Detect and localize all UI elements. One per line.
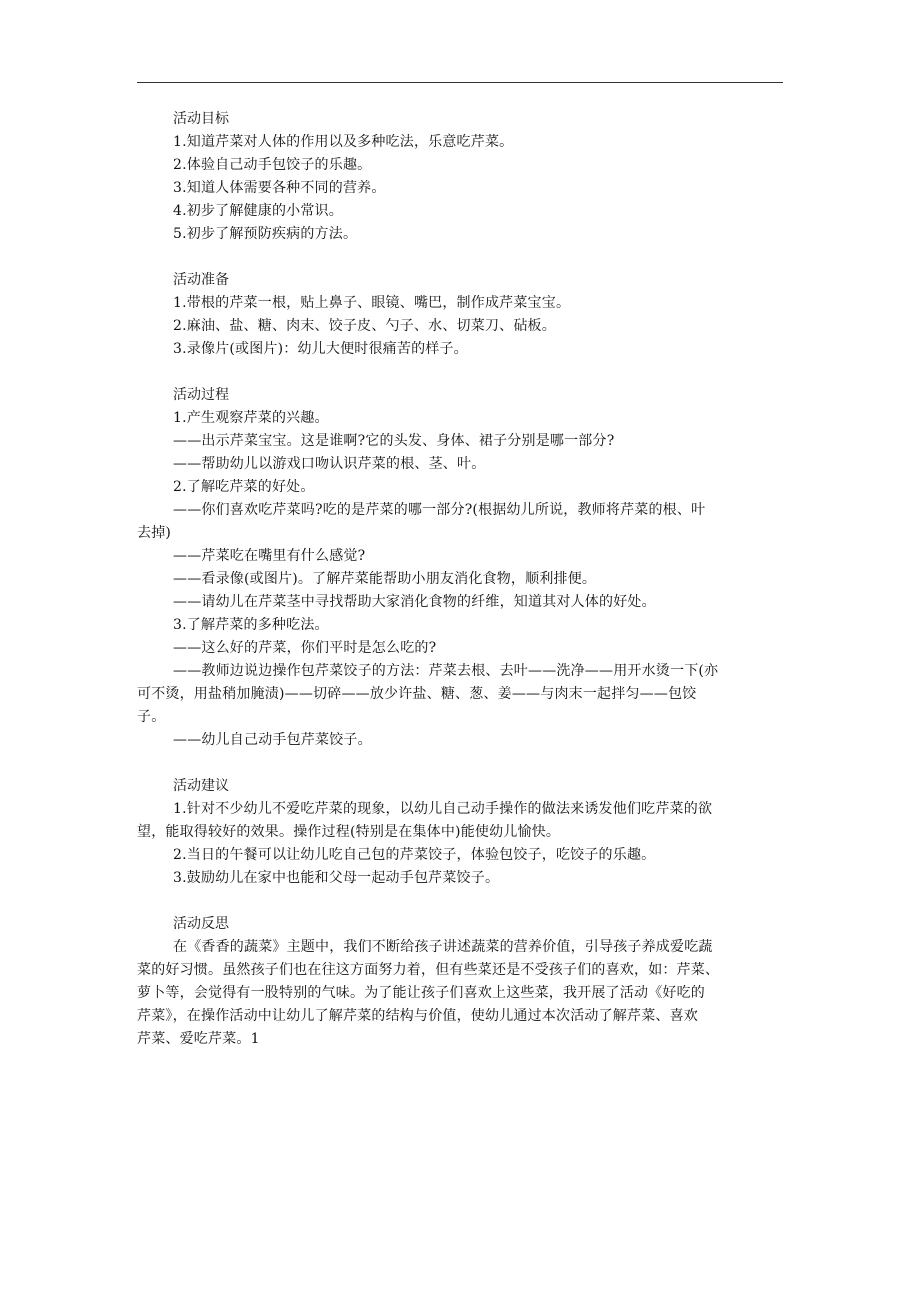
text-line-continued: 子。	[137, 709, 166, 725]
text-line: 2.麻油、盐、糖、肉末、饺子皮、勺子、水、切菜刀、砧板。	[173, 318, 556, 334]
text-line-continued: 望，能取得较好的效果。操作过程(特别是在集体中)能使幼儿愉快。	[137, 824, 561, 840]
text-line: ——这么好的芹菜，你们平时是怎么吃的?	[173, 640, 437, 656]
text-line: 1.产生观察芹菜的兴趣。	[173, 410, 329, 426]
text-line: ——看录像(或图片)。了解芹菜能帮助小朋友消化食物，顺利排便。	[173, 571, 597, 587]
section-heading: 活动目标	[173, 111, 229, 127]
text-line: 在《香香的蔬菜》主题中，我们不断给孩子讲述蔬菜的营养价值，引导孩子养成爱吃蔬	[173, 939, 713, 955]
text-line: 3.知道人体需要各种不同的营养。	[173, 180, 386, 196]
text-line: ——你们喜欢吃芹菜吗?吃的是芹菜的哪一部分?(根据幼儿所说，教师将芹菜的根、叶	[173, 502, 706, 518]
text-line: ——帮助幼儿以游戏口吻认识芹菜的根、茎、叶。	[173, 456, 486, 472]
text-line-continued: 萝卜等，会觉得有一股特别的气味。为了能让孩子们喜欢上这些菜，我开展了活动《好吃的	[137, 985, 705, 1001]
text-line: ——幼儿自己动手包芹菜饺子。	[173, 732, 372, 748]
text-line-continued: 芹菜、爱吃芹菜。1	[137, 1031, 260, 1047]
text-line-continued: 菜的好习惯。虽然孩子们也在往这方面努力着，但有些菜还是不受孩子们的喜欢，如：芹菜、	[137, 962, 720, 978]
section-heading: 活动建议	[173, 778, 229, 794]
text-line: 2.当日的午餐可以让幼儿吃自己包的芹菜饺子，体验包饺子，吃饺子的乐趣。	[173, 847, 656, 863]
section-reflection	[137, 913, 783, 1051]
section-suggestions	[137, 775, 783, 890]
text-line: ——芹菜吃在嘴里有什么感觉?	[173, 548, 366, 564]
header-rule	[137, 82, 783, 83]
text-line: 2.体验自己动手包饺子的乐趣。	[173, 157, 372, 173]
text-line: 3.鼓励幼儿在家中也能和父母一起动手包芹菜饺子。	[173, 870, 500, 886]
text-line: 1.带根的芹菜一根，贴上鼻子、眼镜、嘴巴，制作成芹菜宝宝。	[173, 295, 571, 311]
section-heading: 活动反思	[173, 916, 229, 932]
document-body	[137, 108, 783, 1051]
section-heading: 活动过程	[173, 387, 229, 403]
text-line: ——请幼儿在芹菜茎中寻找帮助大家消化食物的纤维，知道其对人体的好处。	[173, 594, 656, 610]
section-preparation	[137, 269, 783, 361]
section-process	[137, 384, 783, 752]
text-line-continued: 芹菜》，在操作活动中让幼儿了解芹菜的结构与价值，使幼儿通过本次活动了解芹菜、喜欢	[137, 1008, 698, 1024]
text-line: ——出示芹菜宝宝。这是谁啊?它的头发、身体、裙子分别是哪一部分?	[173, 433, 615, 449]
text-line-continued: 去掉)	[137, 525, 172, 541]
text-line-continued: 可不烫，用盐稍加腌渍)——切碎——放少许盐、糖、葱、姜——与肉末一起拌匀——包饺	[137, 686, 697, 702]
text-line: 1.知道芹菜对人体的作用以及多种吃法，乐意吃芹菜。	[173, 134, 514, 150]
section-heading: 活动准备	[173, 272, 229, 288]
text-line: 2.了解吃芹菜的好处。	[173, 479, 315, 495]
text-line: 3.了解芹菜的多种吃法。	[173, 617, 329, 633]
text-line: 1.针对不少幼儿不爱吃芹菜的现象，以幼儿自己动手操作的做法来诱发他们吃芹菜的欲	[173, 801, 713, 817]
text-line: 5.初步了解预防疾病的方法。	[173, 226, 358, 242]
text-line: 4.初步了解健康的小常识。	[173, 203, 343, 219]
text-line: ——教师边说边操作包芹菜饺子的方法：芹菜去根、去叶——洗净——用开水烫一下(亦	[173, 663, 719, 679]
section-goals	[137, 108, 783, 246]
text-line: 3.录像片(或图片)：幼儿大便时很痛苦的样子。	[173, 341, 468, 357]
